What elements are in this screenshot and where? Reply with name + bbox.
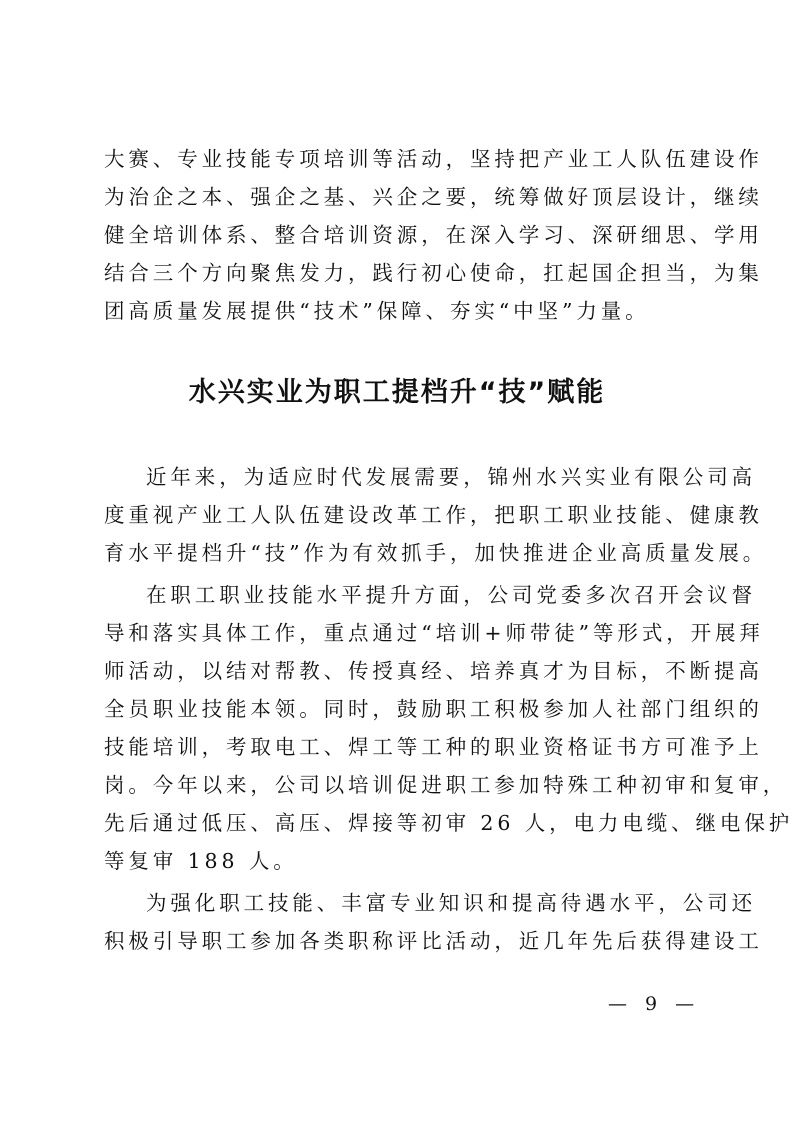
intro-paragraph xyxy=(104,140,763,330)
section-title: 水兴实业为职工提档升“技”赋能 xyxy=(188,377,606,408)
paragraph xyxy=(104,884,763,960)
paragraph xyxy=(104,576,794,880)
text-line: 团高质量发展提供“技术”保障、夯实“中坚”力量。 xyxy=(104,299,650,323)
text-line: 育水平提档升“技”作为有效抓手，加快推进企业高质量发展。 xyxy=(104,541,768,565)
text-line: 岗。今年以来，公司以培训促进职工参加特殊工种初审和复审， xyxy=(104,773,788,797)
text-line: 度重视产业工人队伍建设改革工作，把职工职业技能、健康教 xyxy=(104,503,763,527)
text-line: 先后通过低压、高压、焊接等初审 26 人，电力电缆、继电保护 xyxy=(104,811,794,835)
text-line: 近年来，为适应时代发展需要，锦州水兴实业有限公司高 xyxy=(146,465,756,489)
text-line: 积极引导职工参加各类职称评比活动，近几年先后获得建设工 xyxy=(104,929,763,953)
text-line: 结合三个方向聚焦发力，践行初心使命，扛起国企担当，为集 xyxy=(104,261,763,285)
text-line: 健全培训体系、整合培训资源，在深入学习、深研细思、学用 xyxy=(104,223,763,247)
paragraph xyxy=(104,458,768,572)
text-line: 全员职业技能本领。同时，鼓励职工积极参加人社部门组织的 xyxy=(104,697,763,721)
text-line: 为治企之本、强企之基、兴企之要，统筹做好顶层设计，继续 xyxy=(104,185,763,209)
text-line: 为强化职工技能、丰富专业知识和提高待遇水平，公司还 xyxy=(146,891,756,915)
page-number: — 9 — xyxy=(608,993,701,1015)
text-line: 技能培训，考取电工、焊工等工种的职业资格证书方可准予上 xyxy=(104,735,763,759)
text-line: 大赛、专业技能专项培训等活动，坚持把产业工人队伍建设作 xyxy=(104,147,763,171)
text-line: 等复审 188 人。 xyxy=(104,849,298,873)
text-line: 师活动，以结对帮教、传授真经、培养真才为目标，不断提高 xyxy=(104,659,763,683)
text-line: 在职工职业技能水平提升方面，公司党委多次召开会议督 xyxy=(146,583,756,607)
text-line: 导和落实具体工作，重点通过“培训+师带徒”等形式，开展拜 xyxy=(104,621,764,645)
section-body xyxy=(104,458,794,960)
